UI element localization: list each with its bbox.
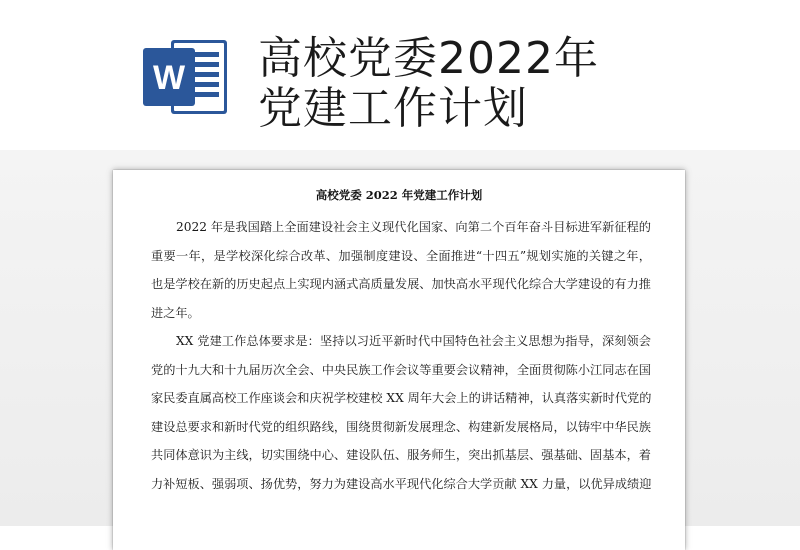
body-line: 共同体意识为主线，切实围绕中心、建设队伍、服务师生，突出抓基层、强基础、固基本，着 — [151, 448, 651, 462]
body-line: 重要一年，是学校深化综合改革、加强制度建设、全面推进“十四五”规划实施的关键之年， — [151, 248, 651, 263]
body-line: 建设总要求和新时代党的组织路线，围绕贯彻新发展理念、构建新发展格局，以铸牢中华民族 — [151, 419, 651, 434]
body-line: 也是学校在新的历史起点上实现内涵式高质量发展、加快高水平现代化综合大学建设的有力推 — [151, 277, 651, 291]
body-line: 2022 年是我国踏上全面建设社会主义现代化国家、向第二个百年奋斗目标进军新征程的 — [176, 220, 651, 234]
title-line-2: 党建工作计划 — [258, 83, 528, 134]
title-line-1: 高校党委2022年 — [258, 33, 599, 84]
document-title: 高校党委 2022 年党建工作计划 — [315, 188, 483, 202]
word-document-icon — [143, 36, 229, 118]
body-line: 家民委直属高校工作座谈会和庆祝学校建校 XX 周年大会上的讲话精神，认真落实新时代党的 — [151, 391, 651, 405]
document-body — [151, 218, 651, 503]
page-title — [258, 34, 599, 134]
body-line: XX 党建工作总体要求是：坚持以习近平新时代中国特色社会主义思想为指导，深刻领会 — [176, 334, 651, 348]
body-line: 进之年。 — [151, 305, 200, 320]
header-banner — [0, 0, 800, 160]
word-icon-letter: W — [152, 59, 186, 97]
body-line: 力补短板、强弱项、扬优势，努力为建设高水平现代化综合大学贡献 XX 力量，以优异成绩迎 — [151, 476, 651, 491]
body-line: 党的十九大和十九届历次全会、中央民族工作会议等重要会议精神，全面贯彻陈小江同志在国 — [151, 362, 651, 377]
document-page — [113, 170, 685, 550]
